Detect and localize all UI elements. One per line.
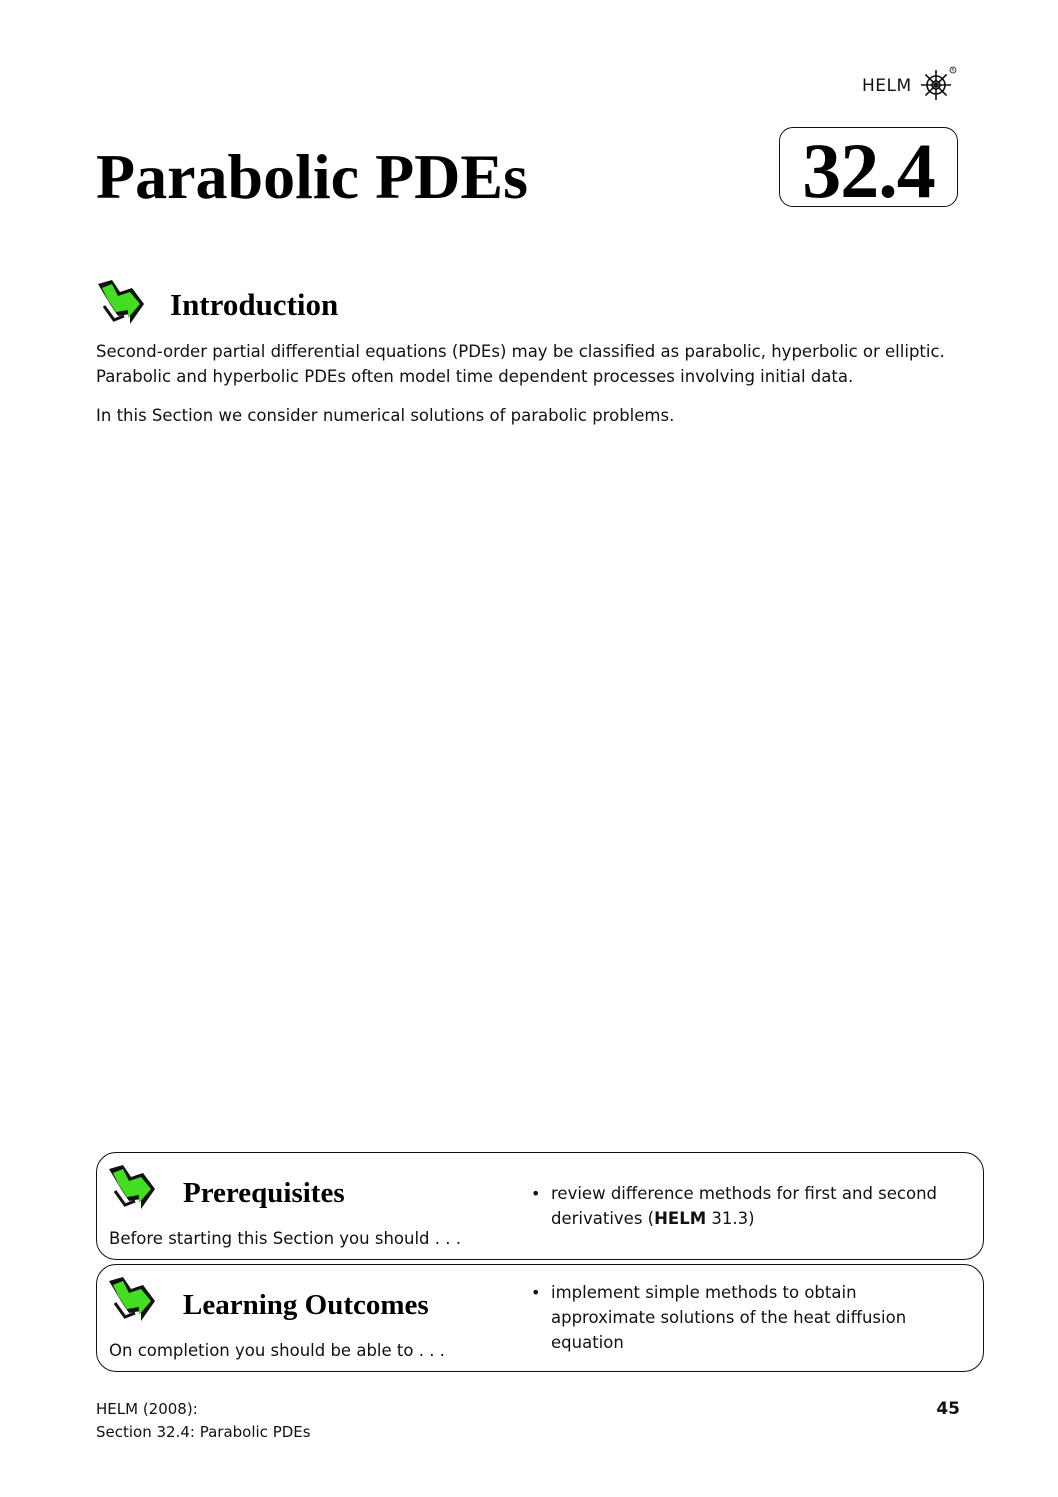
learning-outcomes-bullet-line-3: equation	[551, 1333, 624, 1352]
arrow-icon	[94, 276, 150, 330]
page-title: Parabolic PDEs	[96, 141, 528, 212]
helm-logo-text: HELM	[862, 76, 912, 96]
helm-logo	[862, 64, 962, 104]
prerequisites-subtitle: Before starting this Section you should . . .	[109, 1229, 461, 1248]
prerequisites-heading: Prerequisites	[183, 1177, 345, 1209]
learning-outcomes-bullet-line-2: approximate solutions of the heat diffusion	[551, 1308, 907, 1327]
helm-reference: HELM	[654, 1209, 707, 1228]
svg-text:R: R	[951, 68, 955, 74]
learning-outcomes-bullet-line-1: implement simple methods to obtain	[551, 1283, 857, 1302]
prerequisites-bullet-line-2	[551, 1206, 971, 1231]
footer-citation	[96, 1398, 311, 1444]
footer-line-2: Section 32.4: Parabolic PDEs	[96, 1423, 311, 1441]
introduction-paragraph-1-line-1: Second-order partial differential equations (PDEs) may be classified as parabolic, hyperbolic or elliptic.	[96, 342, 945, 361]
introduction-heading: Introduction	[170, 287, 339, 322]
prerequisites-bullet-line-2-post: 31.3)	[706, 1209, 755, 1228]
learning-outcomes-heading: Learning Outcomes	[183, 1289, 429, 1321]
learning-outcomes-box	[96, 1264, 984, 1372]
footer-line-1: HELM (2008):	[96, 1400, 198, 1418]
prerequisites-bullet-line-1: review difference methods for first and second	[551, 1184, 938, 1203]
arrow-icon	[105, 1273, 161, 1327]
page-number: 45	[936, 1399, 960, 1419]
arrow-icon	[105, 1161, 161, 1215]
prerequisites-bullet	[551, 1181, 971, 1231]
prerequisites-box	[96, 1152, 984, 1260]
introduction-paragraph-1-line-2: Parabolic and hyperbolic PDEs often model time dependent processes involving initial data.	[96, 367, 854, 386]
introduction-paragraph-2: In this Section we consider numerical solutions of parabolic problems.	[96, 406, 675, 425]
section-number-box	[779, 127, 958, 214]
prerequisites-bullet-line-2-pre: derivatives (	[551, 1209, 655, 1228]
learning-outcomes-bullet	[551, 1280, 971, 1355]
bullet-marker: •	[531, 1184, 541, 1203]
learning-outcomes-subtitle: On completion you should be able to . . .	[109, 1341, 445, 1360]
helm-wheel-icon	[918, 64, 958, 104]
bullet-marker: •	[531, 1283, 541, 1302]
section-number: 32.4	[802, 127, 935, 214]
